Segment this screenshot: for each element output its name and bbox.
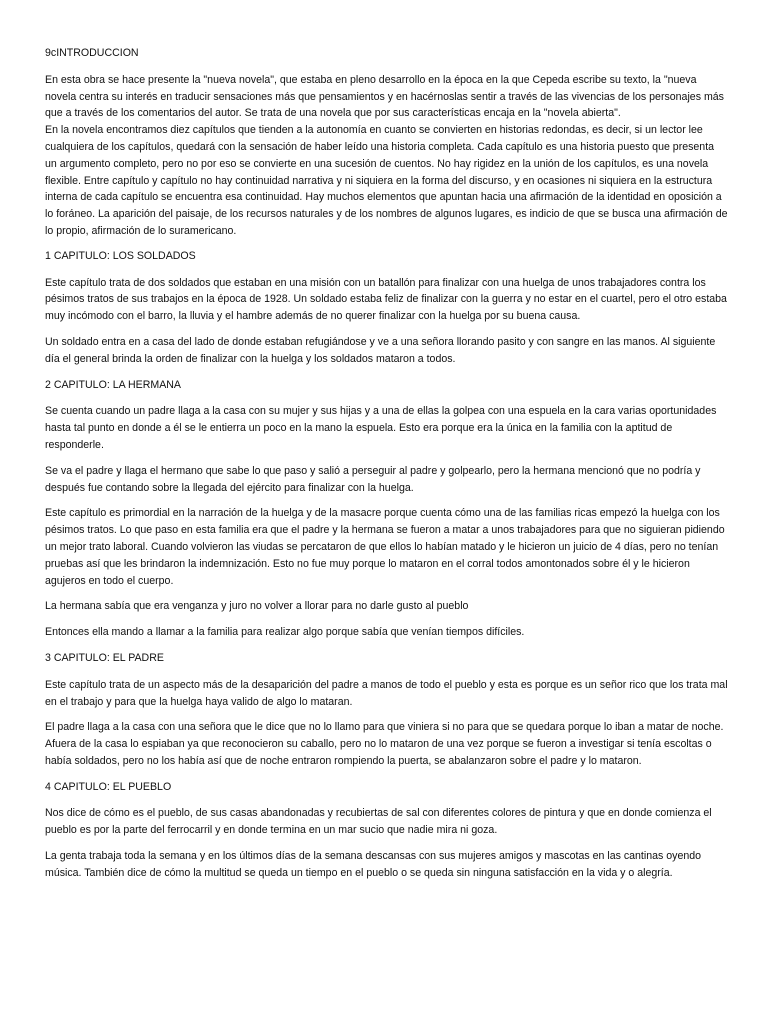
section-paragraph: Este capítulo es primordial en la narración de la huelga y de la masacre porque cuenta cómo una de las familias ricas empezó la huelga con los pésimos tratos. Lo que paso en esta familia era que el padre y la hermana se fueron a matar a unos trabajadores para que no siguieran pidiendo un mejor trato laboral. Cuando volvieron las viudas se percataron de que ellos lo habían matado y le hicieron un juicio de 4 días, pero no tenían pruebas así que les brindaron la indemnización. Esto no fue muy porque lo mataron en el corral todos amontonados sobre él y le hicieron agujeros en todo el cuerpo. <box>45 507 725 587</box>
section-paragraph: Nos dice de cómo es el pueblo, de sus casas abandonadas y recubiertas de sal con diferentes colores de pintura y que en donde comienza el pueblo es por la parte del ferrocarril y en donde termina en un mar sucio que nadie mira ni goza. <box>45 807 712 837</box>
section-heading: 2 CAPITULO: LA HERMANA <box>45 378 181 391</box>
section-chapter-4 <box>45 779 728 882</box>
section-chapter-2 <box>45 377 728 641</box>
document-title: 9cINTRODUCCION <box>45 47 139 59</box>
section-chapter-3 <box>45 650 728 770</box>
section-heading: 3 CAPITULO: EL PADRE <box>45 651 164 664</box>
section-paragraph: La hermana sabía que era venganza y juro no volver a llorar para no darle gusto al pueblo <box>45 600 469 613</box>
section-heading: 1 CAPITULO: LOS SOLDADOS <box>45 249 196 262</box>
section-paragraph: Entonces ella mando a llamar a la familia para realizar algo porque sabía que venían tiempos difíciles. <box>45 626 525 639</box>
section-chapter-1 <box>45 248 728 368</box>
section-paragraph: El padre llaga a la casa con una señora que le dice que no lo llamo para que viniera si no para que se quedara porque lo iban a matar de noche. Afuera de la casa lo espiaban ya que reconocieron su caballo, pero no lo mataron de una vez porque se fueron a investigar si tenía escoltas o había soldados, pero no los había así que de noche entraron rompiendo la puerta, se abalanzaron sobre el padre y lo mataron. <box>45 721 724 767</box>
section-paragraph: Se va el padre y llaga el hermano que sabe lo que paso y salió a perseguir al padre y golpearlo, pero la hermana mencionó que no podría y después fue contando sobre la llegada del ejército para finalizar con la huelga. <box>45 464 701 494</box>
intro-paragraph: En esta obra se hace presente la "nueva novela", que estaba en pleno desarrollo en la época en la que Cepeda escribe su texto, la "nueva novela centra su interés en traducir sensaciones más que pensamientos y en hacérnoslas sentir a través de las vivencias de los personajes más que a través de los comentarios del autor. Se trata de una novela que por sus características encaja en la "novela abierta". <box>45 73 724 120</box>
section-paragraph: Este capítulo trata de dos soldados que estaban en una misión con un batallón para finalizar con una huelga de unos trabajadores contra los pésimos tratos de sus trabajos en la época de 1928. Un soldado estaba feliz de finalizar con la guerra y no estar en el cuartel, pero el otro estaba muy incómodo con el barro, la lluvia y el hambre además de no querer finalizar con la huelga por su buena causa. <box>45 276 727 323</box>
intro-paragraph: En la novela encontramos diez capítulos que tienden a la autonomía en cuanto se convierten en historias redondas, es decir, si un lector lee cualquiera de los capítulos, quedará con la sensación de haber leído una historia completa. Cada capítulo es una historia puesto que presenta un argumento completo, pero no por eso se convierte en una sucesión de cuentos. No hay rigidez en la unión de los capítulos, es una novela flexible. Entre capítulo y capítulo no hay continuidad narrativa y ni siquiera en la forma del discurso, y en ocasiones ni siquiera en la estructura interna de cada capítulo se encuentra esa continuidad. Hay muchos elementos que apuntan hacia una afirmación de la identidad en oposición a lo foráneo. La aparición del paisaje, de los recursos naturales y de los nombres de algunos lugares, es indicio de que se busca una afirmación de lo propio, afirmación de lo suramericano. <box>45 124 728 237</box>
section-heading: 4 CAPITULO: EL PUEBLO <box>45 780 172 793</box>
section-paragraph: Este capítulo trata de un aspecto más de la desaparición del padre a manos de todo el pueblo y esta es porque es un señor rico que los trata mal en el trabajo y para que la huelga haya valido de algo lo mataran. <box>45 678 728 708</box>
intro-block <box>45 72 728 240</box>
section-paragraph: Se cuenta cuando un padre llaga a la casa con su mujer y sus hijas y a una de ellas la golpea con una espuela en la cara varias oportunidades hasta tal punto en donde a él se le entierra un poco en la mano la espuela. Esto era porque era la única en la familia con la aptitud de responderle. <box>45 405 717 451</box>
section-paragraph: La genta trabaja toda la semana y en los últimos días de la semana descansas con sus mujeres amigos y mascotas en las cantinas oyendo música. También dice de cómo la multitud se queda un tiempo en el pueblo o se queda sin ninguna satisfacción en la vida y o alegría. <box>45 850 702 879</box>
section-paragraph: Un soldado entra en a casa del lado de donde estaban refugiándose y ve a una señora llorando pasito y con sangre en las manos. Al siguiente día el general brinda la orden de finalizar con la huelga y los soldados mataron a todos. <box>45 335 716 365</box>
